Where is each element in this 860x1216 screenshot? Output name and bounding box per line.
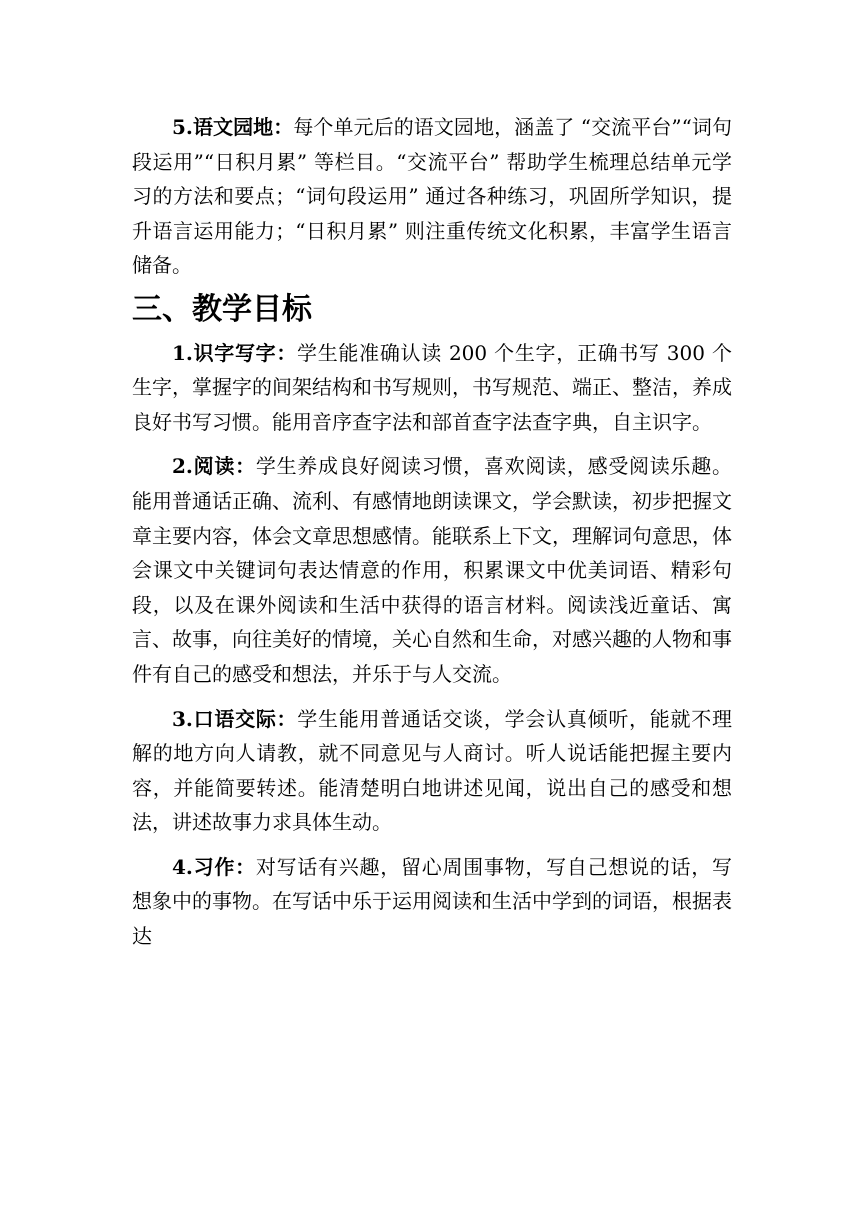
paragraph-label: 5.语文园地： [172, 115, 294, 139]
paragraph-text: 学生能用普通话交谈，学会认真倾听，能就不理解的地方向人请教，就不同意见与人商讨。听人说话能把握主要内容，并能简要转述。能清楚明白地讲述见闻，说出自己的感受和想法，讲述故事力求具体生动。 [132, 706, 732, 835]
paragraph-chinese-garden [132, 110, 732, 283]
document-page [132, 110, 732, 954]
paragraph-text: 学生能准确认读 200 个生字，正确书写 300 个生字，掌握字的间架结构和书写规则，书写规范、端正、整洁，养成良好书写习惯。能用音序查字法和部首查字法查字典，自主识字。 [132, 340, 732, 434]
paragraph-writing [132, 850, 732, 954]
paragraph-reading [132, 449, 732, 691]
paragraph-label: 4.习作： [172, 854, 256, 879]
paragraph-label: 1.识字写字： [172, 340, 298, 365]
paragraph-literacy [132, 336, 732, 440]
paragraph-text: 对写话有兴趣，留心周围事物，写自己想说的话，写想象中的事物。在写话中乐于运用阅读和生活中学到的词语，根据表达 [132, 854, 732, 949]
paragraph-text: 学生养成良好阅读习惯，喜欢阅读，感受阅读乐趣。能用普通话正确、流利、有感情地朗读课文，学会默读，初步把握文章主要内容，体会文章思想感情。能联系上下文，理解词句意思，体会课文中关键词句表达情意的作用，积累课文中优美词语、精彩句段，以及在课外阅读和生活中获得的语言材料。阅读浅近童话、寓言、故事，向往美好的情境，关心自然和生命，对感兴趣的人物和事件有自己的感受和想法，并乐于与人交流。 [132, 454, 732, 686]
section-heading: 三、教学目标 [132, 291, 312, 327]
paragraph-text: 每个单元后的语文园地，涵盖了 “交流平台”“词句段运用”“日积月累” 等栏目。“交流平台” 帮助学生梳理总结单元学习的方法和要点；“词句段运用” 通过各种练习，巩固所学知识，提升语言运用能力；“日积月累” 则注重传统文化积累，丰富学生语言储备。 [132, 115, 732, 278]
paragraph-label: 2.阅读： [172, 454, 256, 479]
paragraph-oral-communication [132, 702, 732, 840]
paragraph-label: 3.口语交际： [172, 706, 298, 731]
